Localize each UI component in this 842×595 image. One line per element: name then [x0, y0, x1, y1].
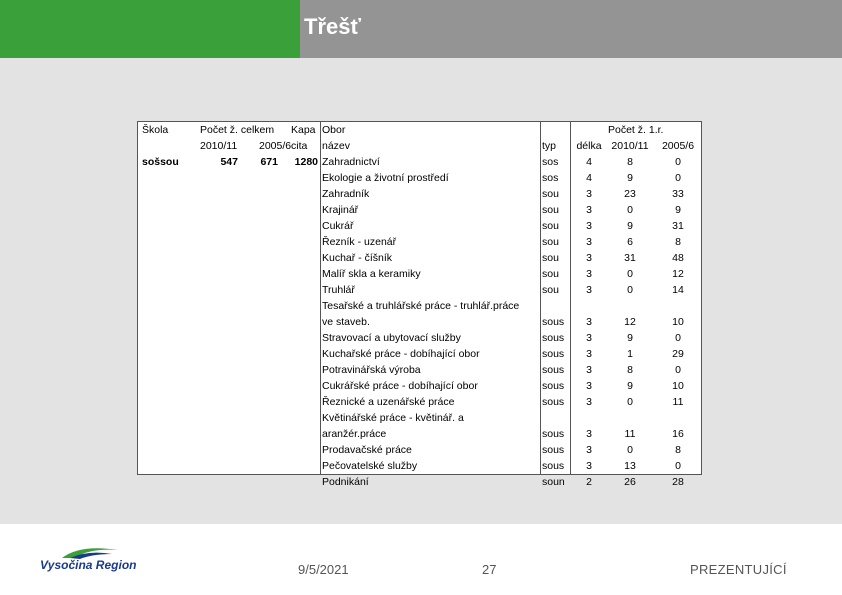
header-delka: délka [576, 140, 602, 152]
row-nazev: Řezník - uzenář [322, 236, 397, 248]
row-delka: 3 [586, 220, 592, 232]
row-delka: 2 [586, 476, 592, 488]
row-p1: 23 [624, 188, 636, 200]
row-typ: sous [542, 460, 565, 472]
row-typ: soun [542, 476, 565, 488]
row-nazev: Řeznické a uzenářské práce [322, 396, 455, 408]
row-p1: 0 [627, 396, 633, 408]
row-typ: sos [542, 156, 559, 168]
row-typ: sous [542, 316, 565, 328]
row-p1: 26 [624, 476, 636, 488]
header-kapa: Kapa [291, 124, 316, 136]
row-p1: 12 [624, 316, 636, 328]
row-delka: 3 [586, 444, 592, 456]
data-table [137, 121, 702, 488]
school-name: sošsou [142, 156, 179, 168]
row-nazev: aranžér.práce [322, 428, 387, 440]
row-nazev: Stravovací a ubytovací služby [322, 332, 461, 344]
school-count-2010: 547 [220, 156, 238, 168]
row-delka: 4 [586, 156, 592, 168]
row-delka: 3 [586, 204, 592, 216]
row-typ: sou [542, 204, 559, 216]
row-p2: 0 [675, 332, 681, 344]
row-typ: sou [542, 188, 559, 200]
row-nazev: ve staveb. [322, 316, 370, 328]
row-p2: 0 [675, 460, 681, 472]
row-p1: 8 [627, 364, 633, 376]
header-typ: typ [542, 140, 557, 152]
vysocina-logo [40, 546, 140, 578]
row-typ: sos [542, 172, 559, 184]
row-nazev: Kuchařské práce - dobíhající obor [322, 348, 480, 360]
row-delka: 3 [586, 428, 592, 440]
row-p2: 0 [675, 364, 681, 376]
row-typ: sous [542, 380, 565, 392]
footer-date: 9/5/2021 [298, 562, 349, 577]
footer-presenter: PREZENTUJÍCÍ [690, 562, 787, 577]
row-nazev: Pečovatelské služby [322, 460, 418, 472]
header-school: Škola [142, 124, 169, 136]
row-p2: 10 [672, 316, 684, 328]
row-delka: 3 [586, 252, 592, 264]
row-nazev: Tesařské a truhlářské práce - truhlář.práce [322, 300, 520, 312]
row-nazev: Květinářské práce - květinář. a [322, 412, 464, 424]
row-p2: 12 [672, 268, 684, 280]
row-p1: 9 [627, 172, 633, 184]
row-nazev: Zahradník [322, 188, 370, 200]
header-kapa-2: cita [291, 140, 308, 152]
row-delka: 3 [586, 460, 592, 472]
row-p2: 8 [675, 236, 681, 248]
row-p2: 0 [675, 156, 681, 168]
row-p2: 9 [675, 204, 681, 216]
school-capacity: 1280 [294, 156, 318, 168]
row-delka: 3 [586, 396, 592, 408]
row-p1: 0 [627, 444, 633, 456]
school-count-2005: 671 [260, 156, 278, 168]
row-delka: 3 [586, 380, 592, 392]
header-year2: 2005/6 [259, 140, 292, 152]
row-delka: 3 [586, 188, 592, 200]
row-p2: 11 [672, 396, 684, 408]
row-nazev: Krajinář [322, 204, 359, 216]
row-typ: sous [542, 364, 565, 376]
row-p1: 13 [624, 460, 636, 472]
header-year1: 2010/11 [200, 140, 238, 152]
row-p2: 14 [672, 284, 684, 296]
row-p1: 1 [627, 348, 633, 360]
row-nazev: Truhlář [322, 284, 355, 296]
row-typ: sous [542, 348, 565, 360]
header-nazev: název [322, 140, 351, 152]
divider-typ [540, 122, 541, 474]
divider-obor [320, 122, 321, 474]
header-p1: 2010/11 [611, 140, 649, 152]
row-typ: sous [542, 396, 565, 408]
row-p2: 10 [672, 380, 684, 392]
row-typ: sous [542, 444, 565, 456]
row-p2: 48 [672, 252, 684, 264]
row-p1: 9 [627, 220, 633, 232]
row-p1: 31 [624, 252, 636, 264]
row-nazev: Cukrářské práce - dobíhající obor [322, 380, 478, 392]
row-p2: 0 [675, 172, 681, 184]
divider-delka [570, 122, 571, 474]
row-delka: 3 [586, 284, 592, 296]
row-typ: sou [542, 220, 559, 232]
row-nazev: Podnikání [322, 476, 369, 488]
row-p2: 29 [672, 348, 684, 360]
row-typ: sou [542, 284, 559, 296]
row-p1: 0 [627, 268, 633, 280]
row-p2: 31 [672, 220, 684, 232]
row-typ: sous [542, 428, 565, 440]
row-p1: 11 [624, 428, 636, 440]
row-p1: 0 [627, 204, 633, 216]
row-nazev: Zahradnictví [322, 156, 380, 168]
row-p2: 28 [672, 476, 684, 488]
row-typ: sou [542, 236, 559, 248]
row-typ: sou [542, 252, 559, 264]
row-nazev: Malíř skla a keramiky [322, 268, 421, 280]
row-nazev: Kuchař - číšník [322, 252, 393, 264]
row-nazev: Prodavačské práce [322, 444, 412, 456]
header-obor: Obor [322, 124, 346, 136]
row-p1: 0 [627, 284, 633, 296]
footer-page-number: 27 [482, 562, 497, 577]
row-p1: 8 [627, 156, 633, 168]
row-delka: 3 [586, 316, 592, 328]
row-nazev: Potravinářská výroba [322, 364, 421, 376]
row-p1: 9 [627, 332, 633, 344]
row-delka: 4 [586, 172, 592, 184]
row-nazev: Cukrář [322, 220, 354, 232]
header-p2: 2005/6 [661, 140, 695, 152]
row-delka: 3 [586, 236, 592, 248]
row-p1: 6 [627, 236, 633, 248]
row-delka: 3 [586, 364, 592, 376]
header-pocet-1r: Počet ž. 1.r. [608, 124, 664, 136]
row-typ: sous [542, 332, 565, 344]
logo-text: Vysočina Region [40, 558, 137, 572]
row-delka: 3 [586, 268, 592, 280]
row-p2: 8 [675, 444, 681, 456]
header-pocet-celkem: Počet ž. celkem [200, 124, 275, 136]
header-accent [0, 0, 300, 58]
row-delka: 3 [586, 332, 592, 344]
slide-title: Třešť [304, 14, 362, 39]
row-nazev: Ekologie a životní prostředí [322, 172, 449, 184]
row-delka: 3 [586, 348, 592, 360]
row-p1: 9 [627, 380, 633, 392]
row-p2: 33 [672, 188, 684, 200]
row-typ: sou [542, 268, 559, 280]
row-p2: 16 [672, 428, 684, 440]
